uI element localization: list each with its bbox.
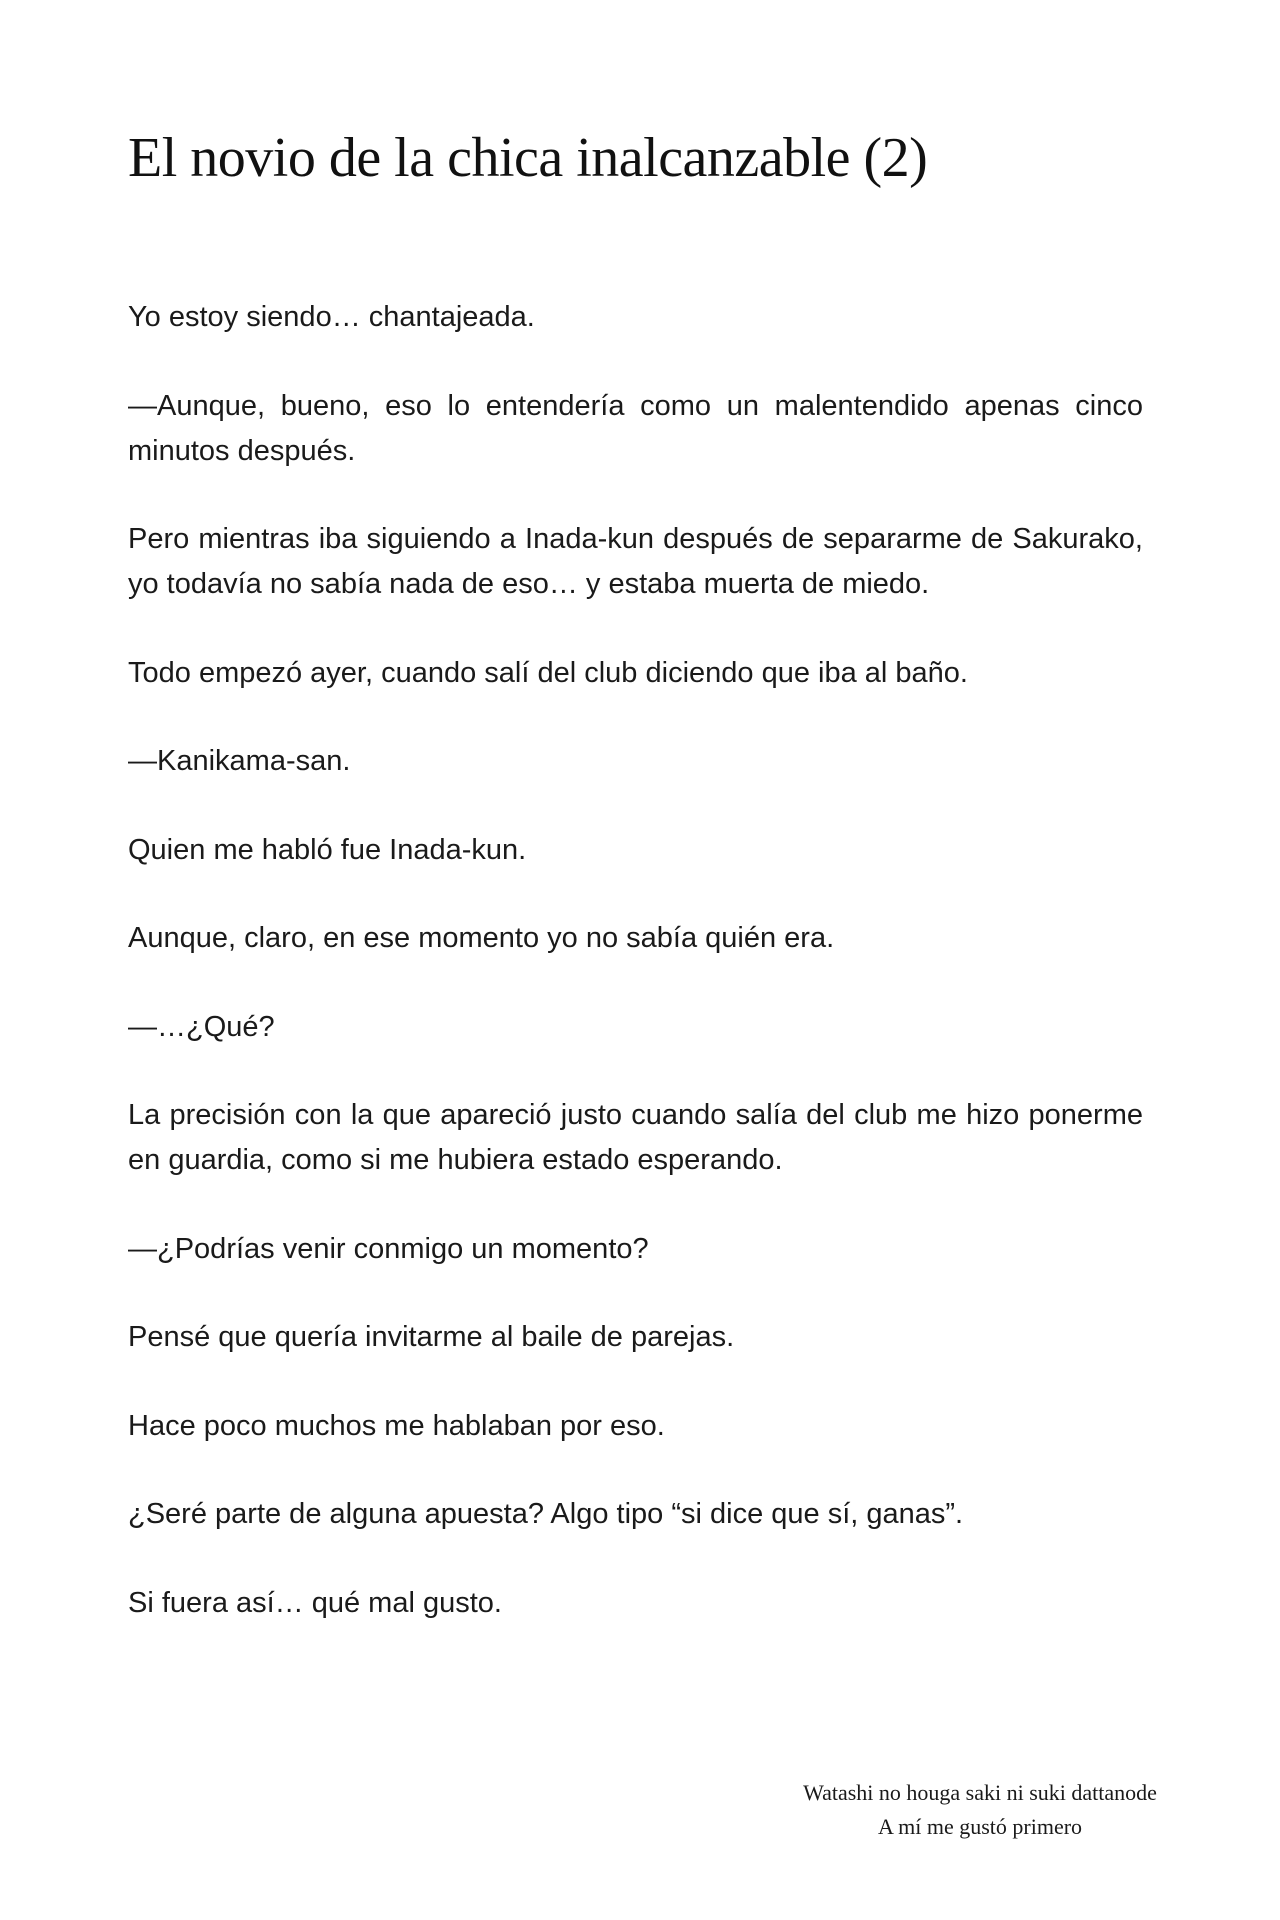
footer-series-romaji: Watashi no houga saki ni suki dattanode	[803, 1780, 1157, 1805]
paragraph: Quien me habló fue Inada-kun.	[128, 833, 527, 866]
paragraph: —…¿Qué?	[128, 1010, 275, 1043]
paragraph: Hace poco muchos me hablaban por eso.	[128, 1409, 665, 1442]
paragraph: —Aunque, bueno, eso lo entendería como un malentendido apenas cinco minutos después.	[128, 389, 1143, 467]
paragraph: Yo estoy siendo… chantajeada.	[128, 301, 535, 333]
paragraph: Aunque, claro, en ese momento yo no sabía quién era.	[128, 922, 835, 954]
paragraph: Pero mientras iba siguiendo a Inada-kun después de separarme de Sakurako, yo todavía no sabía nada de eso… y estaba muerta de miedo.	[128, 523, 1143, 600]
paragraph: Todo empezó ayer, cuando salí del club diciendo que iba al baño.	[128, 656, 968, 689]
paragraph: —Kanikama-san.	[128, 745, 351, 777]
paragraph: Pensé que quería invitarme al baile de parejas.	[128, 1321, 735, 1353]
chapter-title: El novio de la chica inalcanzable (2)	[128, 127, 928, 189]
footer-series-spanish: A mí me gustó primero	[877, 1814, 1083, 1839]
paragraph: —¿Podrías venir conmigo un momento?	[128, 1232, 649, 1265]
paragraph: La precisión con la que apareció justo cuando salía del club me hizo ponerme en guardia, como si me hubiera estado esperando.	[128, 1099, 1143, 1176]
paragraph: Si fuera así… qué mal gusto.	[128, 1586, 502, 1619]
chapter-body	[128, 295, 1143, 1669]
page-footer	[740, 1776, 1220, 1844]
paragraph: ¿Seré parte de alguna apuesta? Algo tipo “si dice que sí, ganas”.	[128, 1498, 964, 1530]
